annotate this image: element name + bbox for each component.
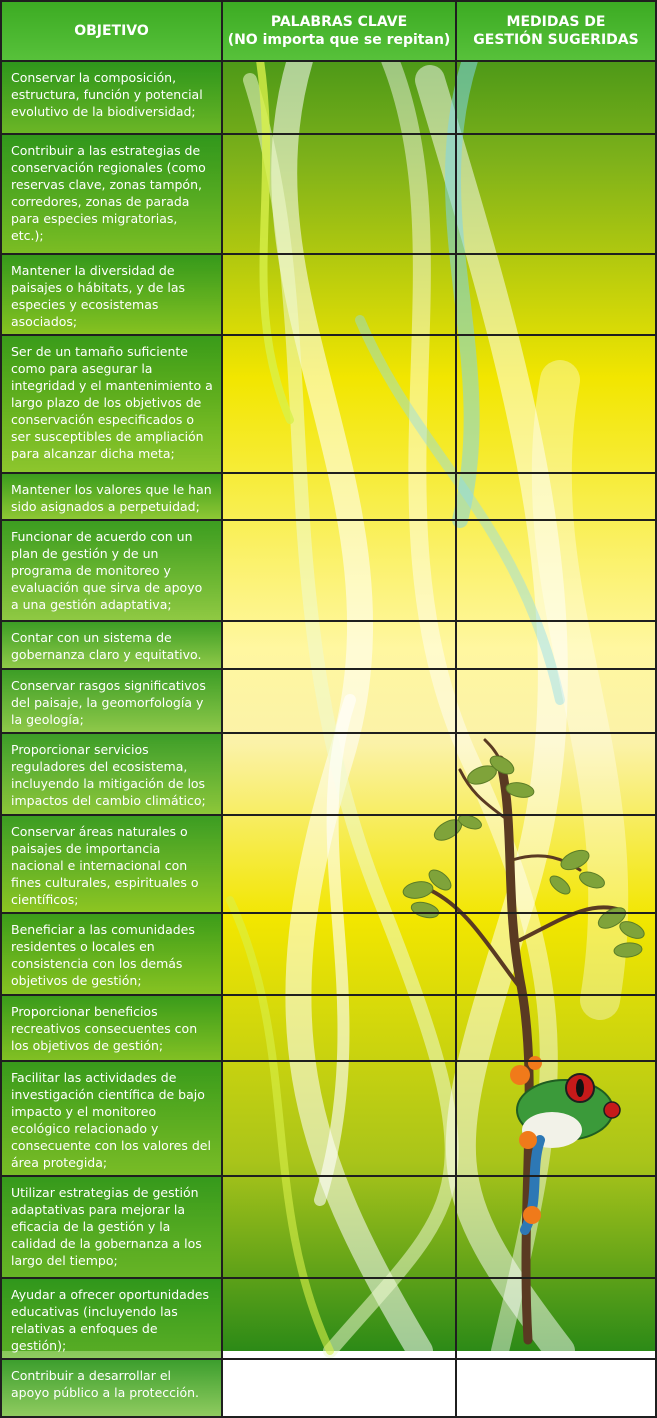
objetivo-cell: Mantener los valores que le han sido asignados a perpetuidad;	[1, 473, 222, 520]
header-palabras-line2: (NO importa que se repitan)	[227, 32, 451, 48]
objetivo-cell: Beneficiar a las comunidades residentes o locales en consistencia con los demás objetivos de gestión;	[1, 913, 222, 995]
palabras-clave-cell[interactable]	[222, 913, 456, 995]
table-row	[1, 61, 656, 134]
palabras-clave-cell[interactable]	[222, 733, 456, 815]
objetivo-cell: Conservar rasgos significativos del paisaje, la geomorfología y la geología;	[1, 669, 222, 733]
header-medidas-line2: GESTIÓN SUGERIDAS	[473, 32, 639, 48]
palabras-clave-cell[interactable]	[222, 621, 456, 669]
objetivo-cell: Conservar áreas naturales o paisajes de importancia nacional e internacional con fines culturales, espirituales o científicos;	[1, 815, 222, 913]
table-row	[1, 1359, 656, 1417]
table-row	[1, 254, 656, 335]
medidas-cell[interactable]	[456, 254, 656, 335]
table-row	[1, 134, 656, 254]
objetivo-cell: Contar con un sistema de gobernanza claro y equitativo.	[1, 621, 222, 669]
table-row	[1, 669, 656, 733]
objetivo-cell: Proporcionar servicios reguladores del ecosistema, incluyendo la mitigación de los impactos del cambio climático;	[1, 733, 222, 815]
header-medidas-line1: MEDIDAS DE	[506, 14, 606, 30]
table-row	[1, 1061, 656, 1176]
medidas-cell[interactable]	[456, 1278, 656, 1359]
objetivo-cell: Funcionar de acuerdo con un plan de gestión y de un programa de monitoreo y evaluación que sirva de apoyo a una gestión adaptativa;	[1, 520, 222, 621]
palabras-clave-cell[interactable]	[222, 815, 456, 913]
table-row	[1, 995, 656, 1061]
medidas-cell[interactable]	[456, 61, 656, 134]
objetivo-cell: Conservar la composición, estructura, función y potencial evolutivo de la biodiversidad;	[1, 61, 222, 134]
table-row	[1, 733, 656, 815]
header-palabras-line1: PALABRAS CLAVE	[270, 14, 408, 30]
objetivo-cell: Proporcionar beneficios recreativos consecuentes con los objetivos de gestión;	[1, 995, 222, 1061]
medidas-cell[interactable]	[456, 1061, 656, 1176]
table-row	[1, 335, 656, 473]
header-palabras-clave	[222, 1, 456, 61]
palabras-clave-cell[interactable]	[222, 473, 456, 520]
medidas-cell[interactable]	[456, 995, 656, 1061]
medidas-cell[interactable]	[456, 335, 656, 473]
palabras-clave-cell[interactable]	[222, 1061, 456, 1176]
palabras-clave-cell[interactable]	[222, 1278, 456, 1359]
palabras-clave-cell[interactable]	[222, 669, 456, 733]
objetivo-cell: Facilitar las actividades de investigación científica de bajo impacto y el monitoreo ecológico relacionado y consecuente con los valores del área protegida;	[1, 1061, 222, 1176]
palabras-clave-cell[interactable]	[222, 61, 456, 134]
table-row	[1, 1278, 656, 1359]
palabras-clave-cell[interactable]	[222, 520, 456, 621]
table-row	[1, 621, 656, 669]
header-medidas	[456, 1, 656, 61]
objetivo-cell: Ser de un tamaño suficiente como para asegurar la integridad y el mantenimiento a largo plazo de los objetivos de conservación especificados o ser susceptibles de ampliación para alcanzar dicha meta;	[1, 335, 222, 473]
medidas-cell[interactable]	[456, 815, 656, 913]
palabras-clave-cell[interactable]	[222, 254, 456, 335]
medidas-cell[interactable]	[456, 913, 656, 995]
objetivo-cell: Utilizar estrategias de gestión adaptativas para mejorar la eficacia de la gestión y la calidad de la gobernanza a los largo del tiempo;	[1, 1176, 222, 1278]
objetivo-cell: Mantener la diversidad de paisajes o hábitats, y de las especies y ecosistemas asociados;	[1, 254, 222, 335]
medidas-cell[interactable]	[456, 621, 656, 669]
palabras-clave-cell[interactable]	[222, 335, 456, 473]
header-objetivo-label: OBJETIVO	[74, 23, 149, 39]
objetivo-cell: Contribuir a desarrollar el apoyo público a la protección.	[1, 1359, 222, 1417]
table-row	[1, 815, 656, 913]
medidas-cell[interactable]	[456, 473, 656, 520]
medidas-cell[interactable]	[456, 134, 656, 254]
medidas-cell[interactable]	[456, 733, 656, 815]
medidas-cell[interactable]	[456, 520, 656, 621]
header-objetivo	[1, 1, 222, 61]
medidas-cell[interactable]	[456, 669, 656, 733]
palabras-clave-cell[interactable]	[222, 1176, 456, 1278]
palabras-clave-cell[interactable]	[222, 134, 456, 254]
table-row	[1, 1176, 656, 1278]
objetivo-cell: Ayudar a ofrecer oportunidades educativas (incluyendo las relativas a enfoques de gestión);	[1, 1278, 222, 1359]
objetivo-cell: Contribuir a las estrategias de conservación regionales (como reservas clave, zonas tampón, corredores, zonas de parada para especies migratorias, etc.);	[1, 134, 222, 254]
palabras-clave-cell[interactable]	[222, 1359, 456, 1417]
medidas-cell[interactable]	[456, 1176, 656, 1278]
table-row	[1, 473, 656, 520]
header-row	[1, 1, 656, 61]
table-row	[1, 913, 656, 995]
palabras-clave-cell[interactable]	[222, 995, 456, 1061]
table-row	[1, 520, 656, 621]
medidas-cell[interactable]	[456, 1359, 656, 1417]
